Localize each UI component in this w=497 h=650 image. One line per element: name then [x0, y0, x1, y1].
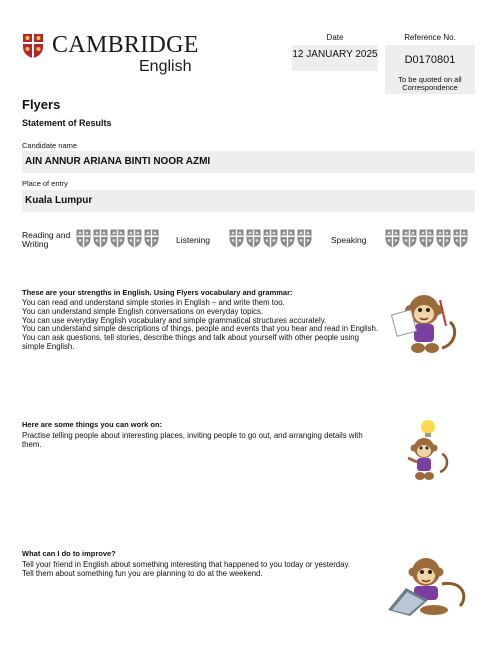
candidate-name: AIN ANNUR ARIANA BINTI NOOR AZMI — [22, 151, 475, 173]
skill-label-listening: Listening — [176, 235, 211, 245]
shield-earned-icon — [402, 229, 417, 248]
monkey-laptop-icon — [384, 554, 470, 620]
exam-title: Flyers — [22, 97, 61, 112]
improve-line: Tell them about something fun you are planning to do at the weekend. — [22, 568, 263, 578]
shield-earned-icon — [385, 229, 400, 248]
work-on-list — [22, 432, 378, 450]
shield-earned-icon — [110, 229, 125, 248]
shields-reading-writing — [76, 229, 159, 248]
monkey-lightbulb-icon — [396, 418, 450, 482]
shield-earned-icon — [297, 229, 312, 248]
reference-box — [385, 45, 475, 94]
strength-line: You can ask questions, tell stories, describe things and talk about yourself with other people using simple English. — [22, 333, 359, 351]
place-of-entry: Kuala Lumpur — [22, 190, 475, 212]
strength-line: You can read and understand simple stories in English – and write them too. — [22, 298, 285, 307]
cambridge-english-logo — [22, 32, 199, 78]
shield-earned-icon — [436, 229, 451, 248]
shield-earned-icon — [280, 229, 295, 248]
brand-name: CAMBRIDGE — [52, 32, 199, 58]
strength-line: You can understand simple descriptions of things, people and events that you hear and read in English. — [22, 324, 379, 334]
shield-earned-icon — [263, 229, 278, 248]
skill-label-speaking: Speaking — [331, 235, 367, 245]
improve-list — [22, 561, 378, 579]
strength-line: You can use everyday English vocabulary and simple grammatical structures accurately. — [22, 315, 327, 325]
shield-earned-icon — [453, 229, 468, 248]
shields-speaking — [385, 229, 468, 248]
date-value: 12 JANUARY 2025 — [292, 45, 378, 71]
work-on-line: Practise telling people about interesting places, inviting people to go out, and arranging details with them. — [22, 431, 363, 449]
shield-earned-icon — [419, 229, 434, 248]
shield-earned-icon — [229, 229, 244, 248]
reference-label: Reference No. — [404, 33, 456, 42]
strengths-heading: These are your strengths in English. Using Flyers vocabulary and grammar: — [22, 288, 293, 297]
reference-value: D0170801 — [404, 54, 456, 66]
place-label: Place of entry — [22, 179, 68, 188]
shield-earned-icon — [127, 229, 142, 248]
shield-earned-icon — [246, 229, 261, 248]
monkey-reading-icon — [390, 288, 462, 358]
candidate-label: Candidate name — [22, 141, 78, 150]
reference-note: To be quoted on all Correspondence — [398, 75, 462, 92]
shield-earned-icon — [76, 229, 91, 248]
strengths-list — [22, 299, 378, 352]
shields-listening — [229, 229, 312, 248]
date-label: Date — [326, 33, 344, 42]
skill-label-reading-writing: Reading and Writing — [22, 230, 71, 249]
cambridge-shield-icon — [22, 33, 44, 59]
shield-earned-icon — [144, 229, 159, 248]
improve-line: Tell your friend in English about something interesting that happened to you today or yesterday. — [22, 560, 350, 569]
brand-sub: English — [139, 58, 192, 75]
shield-earned-icon — [93, 229, 108, 248]
statement-title: Statement of Results — [22, 118, 112, 128]
work-on-heading: Here are some things you can work on: — [22, 420, 163, 429]
strength-line: You can understand simple English conversations on everyday topics. — [22, 306, 264, 316]
improve-heading: What can I do to improve? — [22, 549, 116, 558]
